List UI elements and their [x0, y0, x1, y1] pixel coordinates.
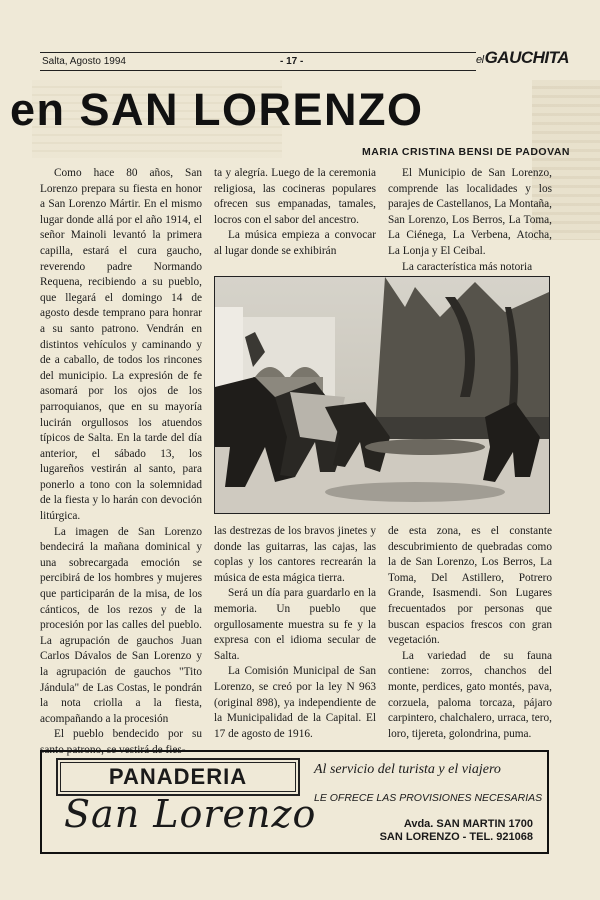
paragraph: La característica más notoria	[402, 260, 533, 273]
ad-offer: LE OFRECE LAS PROVISIONES NECESARIAS	[314, 792, 543, 804]
ad-heading-box	[56, 758, 300, 796]
column-2-top	[214, 166, 376, 270]
page-number: - 17 -	[280, 56, 304, 67]
paragraph: La variedad de su fauna contiene: zorros, chanchos del monte, perdices, gato montés, pava, corzuela, paloma torcaza, pájaro carpintero, chalchalero, urraca, tero, loro, tijereta, golondrina, puma.	[388, 649, 552, 740]
ad-contact	[380, 818, 533, 844]
header-rule-bottom	[40, 70, 476, 71]
logo-name: GAUCHITA	[484, 48, 570, 67]
column-1	[40, 166, 202, 756]
ad-business-name: San Lorenzo	[64, 792, 317, 836]
paragraph: La música empieza a convocar al lugar donde se exhibirán	[214, 229, 376, 257]
page-header	[40, 48, 570, 72]
paragraph: Como hace 80 años, San Lorenzo prepara su fiesta en honor a San Lorenzo Mártir. En el mismo lugar donde allá por el año 1914, el señor Mainoli levantó la primera capilla, estará el cura gaucho, reverendo padre Normando Requena, recibiendo a su pueblo, que llegará el domingo 14 de agosto desde temprano para honrar a su santo patrono. Vendrán en distintos vehículos y caminando y de a caballo, de todos los rincones del municipio. La expresión de fe asomará por los ojos de los parroquianos, que en su mayoría lucirán orgullosos los atuendos típicos de Salta. En la tarde del día anterior, el sábado 13, los lugareños vestirán al santo, para ponerlo a tono con la solemnidad de la fiesta y lo harán con devoción litúrgica.	[40, 167, 202, 523]
ad-phone: SAN LORENZO - TEL. 921068	[379, 831, 533, 843]
logo-prefix: el	[476, 54, 484, 66]
paragraph: La Comisión Municipal de San Lorenzo, se creó por la ley N 963 (original 898), ya independiente de la Municipalidad de la Capital. El 17 de agosto de 1916.	[214, 665, 376, 740]
paragraph: de esta zona, es el constante descubrimiento de quebradas como la de San Lorenzo, Los Berros, La Toma, Del Astillero, Potrero Grande, Isasmendi. Son Lugares frecuentados por personas que buscan espacios frescos con gran vegetación.	[388, 525, 552, 647]
bakery-advertisement	[40, 750, 549, 854]
paragraph: ta y alegría. Luego de la ceremonia religiosa, las cocineras populares ofrecen sus empanadas, tamales, locros con el sabor del ancestro.	[214, 167, 376, 226]
paragraph: El Municipio de San Lorenzo, comprende las localidades y los parajes de Castellanos, La Montaña, San Lorenzo, Los Berros, La Toma, La Ciénega, La Verbena, Atocha, La Lonja y El Ceibal.	[388, 167, 552, 257]
paragraph: El pueblo bendecido por su santo patrono, se vestirá de fies-	[40, 728, 202, 756]
paragraph: La imagen de San Lorenzo bendecirá la mañana dominical y una sobrecargada emoción se percibirá de los hombres y mujeres que participarán de la misa, de los cánticos, de los rezos y de la procesión por las calles del pueblo. La agrupación de gauchos Juan Carlos Dávalos de San Lorenzo y la agrupación de gauchos "Tito Jándula" de Las Costas, le pondrán la nota criolla a la fiesta, acompañando a la procesión	[40, 525, 202, 725]
gauchos-on-horseback-image	[215, 277, 549, 513]
column-2-bottom	[214, 524, 376, 742]
article-author: MARIA CRISTINA BENSI DE PADOVAN	[361, 146, 570, 158]
paragraph: Será un día para guardarlo en la memoria. Un pueblo que orgullosamente muestra su fe y la expresa con el idioma secular de Salta.	[214, 587, 376, 662]
ad-address: Avda. SAN MARTIN 1700	[403, 818, 533, 830]
publication-logo	[476, 48, 570, 70]
procession-photo	[214, 276, 550, 514]
ad-tagline: Al servicio del turista y el viajero	[314, 762, 501, 777]
article-title: en SAN LORENZO	[10, 84, 424, 135]
column-3-bottom	[388, 524, 552, 742]
column-3-top	[388, 166, 552, 273]
paragraph: las destrezas de los bravos jinetes y donde las guitarras, las cajas, las coplas y los cantores recrearán la música de esta mágica tierra.	[214, 525, 376, 584]
ad-heading: PANADERIA	[108, 764, 248, 789]
header-rule-top	[40, 52, 476, 53]
issue-date: Salta, Agosto 1994	[42, 56, 126, 67]
